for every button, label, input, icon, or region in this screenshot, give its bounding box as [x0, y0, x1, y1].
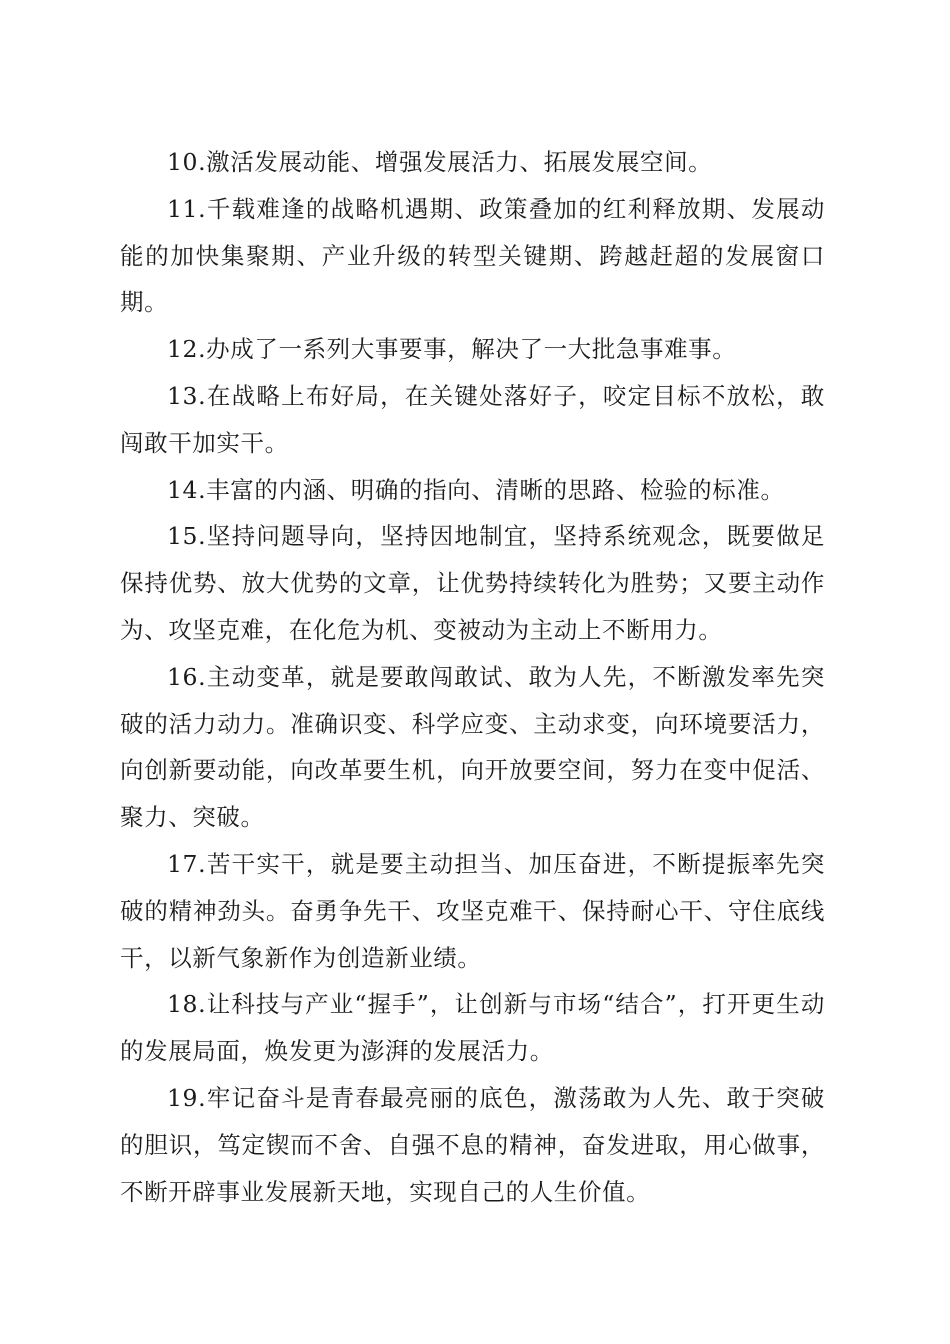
paragraph-10: 10.激活发展动能、增强发展活力、拓展发展空间。 — [167, 148, 713, 176]
paragraph-18: 18.让科技与产业“握手”，让创新与市场“结合”，打开更生动的发展局面，焕发更为澎湃的发展活力。 — [120, 990, 825, 1066]
paragraph-19: 19.牢记奋斗是青春最亮丽的底色，激荡敢为人先、敢于突破的胆识，笃定锲而不舍、自强不息的精神，奋发进取，用心做事，不断开辟事业发展新天地，实现自己的人生价值。 — [120, 1083, 825, 1206]
paragraph-15: 15.坚持问题导向，坚持因地制宜，坚持系统观念，既要做足保持优势、放大优势的文章，让优势持续转化为胜势；又要主动作为、攻坚克难，在化危为机、变被动为主动上不断用力。 — [120, 522, 825, 644]
paragraph-16: 16.主动变革，就是要敢闯敢试、敢为人先，不断激发率先突破的活力动力。准确识变、科学应变、主动求变，向环境要活力，向创新要动能，向改革要生机，向开放要空间，努力在变中促活、聚力、突破。 — [120, 662, 825, 832]
paragraph-14: 14.丰富的内涵、明确的指向、清晰的思路、检验的标准。 — [167, 475, 785, 504]
paragraph-12: 12.办成了一系列大事要事，解决了一大批急事难事。 — [167, 335, 737, 364]
paragraph-11: 11.千载难逢的战略机遇期、政策叠加的红利释放期、发展动能的加快集聚期、产业升级的转型关键期、跨越赶超的发展窗口期。 — [120, 194, 825, 317]
document-body — [120, 139, 825, 1215]
paragraph-13: 13.在战略上布好局，在关键处落好子，咬定目标不放松，敢闯敢干加实干。 — [120, 381, 825, 457]
paragraph-17: 17.苦干实干，就是要主动担当、加压奋进，不断提振率先突破的精神劲头。奋勇争先干、攻坚克难干、保持耐心干、守住底线干，以新气象新作为创造新业绩。 — [120, 849, 825, 972]
